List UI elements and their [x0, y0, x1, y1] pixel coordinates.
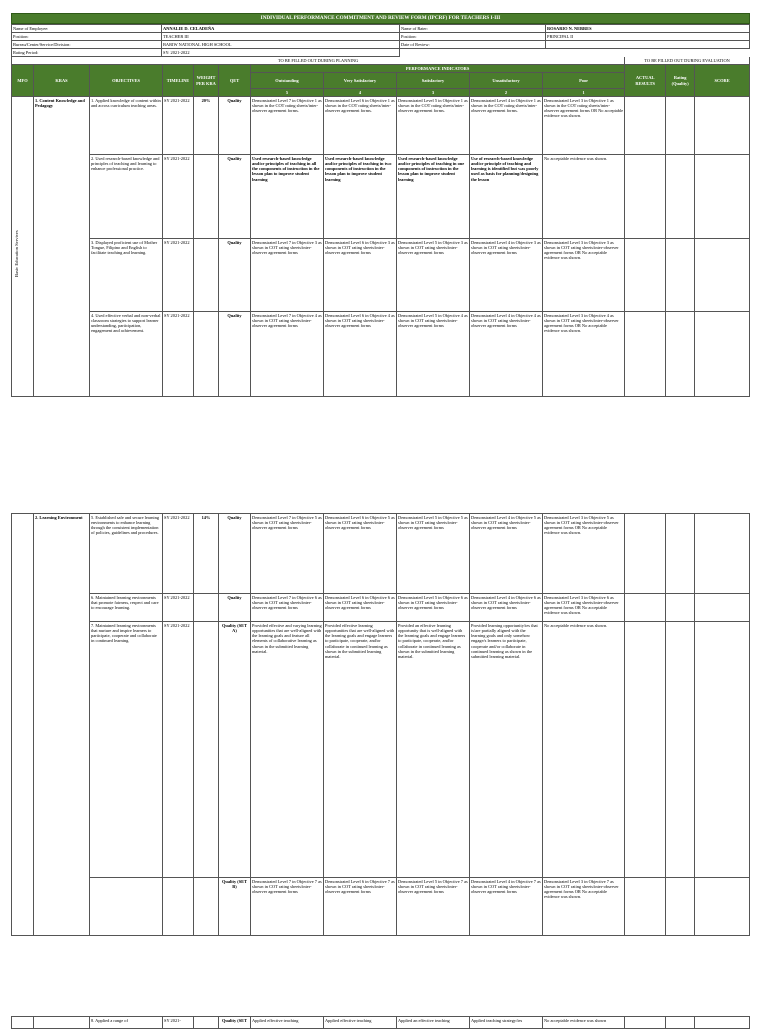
indicator-very-satisfactory: Applied effective teaching	[324, 1017, 397, 1029]
indicator-very-satisfactory: Demonstrated Level 6 in Objective 6 as shown in COT rating sheets/inter-observer agreement forms	[324, 594, 397, 622]
level-num-4: 4	[324, 89, 397, 97]
kra-table-continued	[11, 513, 750, 936]
objective: 2. Used research-based knowledge and principles of teaching and learning to enhance professional practice.	[90, 155, 163, 239]
form-title: INDIVIDUAL PERFORMANCE COMMITMENT AND REVIEW FORM (IPCRF) FOR TEACHERS I-III	[11, 13, 750, 24]
timeline: SY 2021-2022	[163, 312, 194, 397]
ipcrf-page-1	[11, 13, 750, 397]
table-row	[12, 239, 750, 312]
bureau-label: Bureau/Center/Service/Division:	[12, 41, 162, 49]
qet: Quality (SET B)	[219, 878, 251, 936]
indicator-outstanding: Demonstrated Level 7 in Objective 7 as shown in COT rating sheets/inter-observer agreement forms	[251, 878, 324, 936]
level-num-2: 2	[470, 89, 543, 97]
indicator-poor: Demonstrated Level 3 in Objective 5 as shown in COT rating sheets/inter-observer agreement forms OR No acceptable evidence was shown.	[543, 514, 625, 594]
indicator-outstanding: Used research-based knowledge and/or principles of teaching in all the components of instruction in the lesson plan to improve student learning	[251, 155, 324, 239]
level-outstanding: Outstanding	[251, 73, 324, 89]
score-input[interactable]	[695, 155, 750, 239]
level-num-5: 5	[251, 89, 324, 97]
ipcrf-page-2	[11, 513, 750, 936]
rating-period-label: Rating Period:	[12, 49, 162, 57]
timeline: SY 2021-2022	[163, 594, 194, 622]
mfo-cell	[12, 1017, 34, 1029]
header-qet: QET	[219, 65, 251, 97]
header-actual-results: ACTUAL RESULTS	[625, 65, 666, 97]
header-rating: Rating (Quality)	[666, 65, 695, 97]
rating-input[interactable]	[666, 594, 695, 622]
header-performance-indicators: PERFORMANCE INDICATORS	[251, 65, 625, 73]
qet: Quality (SET A)	[219, 622, 251, 878]
indicator-very-satisfactory: Demonstrated Level 6 in Objective 7 as shown in COT rating sheets/inter-observer agreement forms	[324, 878, 397, 936]
header-mfo: MFO	[12, 65, 34, 97]
indicator-poor: Demonstrated Level 3 in Objective 4 as shown in COT rating sheets/inter-observer agreement forms OR No acceptable evidence was shown.	[543, 312, 625, 397]
timeline: SY 2021-2022	[163, 622, 194, 878]
table-row	[12, 312, 750, 397]
position-label: Position:	[12, 33, 162, 41]
actual-results-input[interactable]	[625, 594, 666, 622]
kra-table	[11, 57, 750, 397]
qet: Quality	[219, 155, 251, 239]
ipcrf-page-3	[11, 1016, 750, 1029]
table-row	[12, 155, 750, 239]
timeline: SY 2021-	[163, 1017, 194, 1029]
indicator-outstanding: Applied effective teaching	[251, 1017, 324, 1029]
actual-results-input[interactable]	[625, 514, 666, 594]
actual-results-input[interactable]	[625, 239, 666, 312]
rater-value[interactable]: ROSARIO N. NEBRES	[546, 25, 750, 33]
score-input[interactable]	[695, 1017, 750, 1029]
header-kras: KRAS	[34, 65, 90, 97]
level-very-satisfactory: Very Satisfactory	[324, 73, 397, 89]
weight-empty	[194, 239, 219, 312]
indicator-very-satisfactory: Demonstrated Level 6 in Objective 4 as shown in COT rating sheets/inter-observer agreement forms	[324, 312, 397, 397]
timeline: SY 2021-2022	[163, 155, 194, 239]
actual-results-input[interactable]	[625, 312, 666, 397]
indicator-satisfactory: Applied an effective teaching	[397, 1017, 470, 1029]
rating-input[interactable]	[666, 239, 695, 312]
weight: 20%	[194, 97, 219, 155]
qet: Quality	[219, 312, 251, 397]
score-input[interactable]	[695, 622, 750, 878]
actual-results-input[interactable]	[625, 155, 666, 239]
indicator-unsatisfactory: Provided learning opportunity/ies that is/are partially aligned with the learning goals and only somehow engage/s learners to participate, cooperate and/or collaborate in continued learning as shown in the submitted learning material.	[470, 622, 543, 878]
objective: 1. Applied knowledge of content within and across curriculum teaching areas.	[90, 97, 163, 155]
score-input[interactable]	[695, 312, 750, 397]
indicator-satisfactory: Demonstrated Level 5 in Objective 3 as shown in COT rating sheets/inter-observer agreement forms	[397, 239, 470, 312]
level-num-1: 1	[543, 89, 625, 97]
actual-results-input[interactable]	[625, 1017, 666, 1029]
indicator-satisfactory: Provided an effective learning opportunity that is well-aligned with the learning goals and engage learners to participate, cooperate, and/or collaborate in continued learning as shown in the submitted learning material.	[397, 622, 470, 878]
objective: 8. Applied a range of	[90, 1017, 163, 1029]
employee-value[interactable]: ANNALIE D. CELADEÑA	[162, 25, 400, 33]
score-input[interactable]	[695, 239, 750, 312]
header-objectives: OBJECTIVES	[90, 65, 163, 97]
rating-input[interactable]	[666, 312, 695, 397]
indicator-poor: Demonstrated Level 3 in Objective 3 as shown in COT rating sheets/inter-observer agreement forms OR No acceptable evidence was shown.	[543, 239, 625, 312]
actual-results-input[interactable]	[625, 878, 666, 936]
timeline: SY 2021-2022	[163, 97, 194, 155]
indicator-very-satisfactory: Demonstrated Level 6 in Objective 3 as shown in COT rating sheets/inter-observer agreement forms	[324, 239, 397, 312]
objective	[90, 878, 163, 936]
position-value[interactable]: TEACHER III	[162, 33, 400, 41]
table-row	[12, 622, 750, 878]
objective: 3. Displayed proficient use of Mother Tongue, Filipino and English to facilitate teaching and learning.	[90, 239, 163, 312]
score-input[interactable]	[695, 878, 750, 936]
timeline: SY 2021-2022	[163, 239, 194, 312]
kra-name: 1. Content Knowledge and Pedagogy	[34, 97, 90, 397]
timeline	[163, 878, 194, 936]
rater-position-label: Position:	[400, 33, 546, 41]
indicator-satisfactory: Demonstrated Level 5 in Objective 5 as shown in COT rating sheets/inter-observer agreement forms	[397, 514, 470, 594]
table-row	[12, 878, 750, 936]
indicator-satisfactory: Demonstrated Level 5 in Objective 4 as shown in COT rating sheets/inter-observer agreement forms	[397, 312, 470, 397]
rating-input[interactable]	[666, 514, 695, 594]
header-timeline: TIMELINE	[163, 65, 194, 97]
qet: Quality (SET	[219, 1017, 251, 1029]
table-row	[12, 594, 750, 622]
indicator-poor: Demonstrated Level 3 in Objective 1 as shown in the COT rating sheets/inter-observer agreement forms OR No acceptable evidence was shown.	[543, 97, 625, 155]
employee-info-table	[11, 24, 750, 57]
kra-name: 2. Learning Environment	[34, 514, 90, 936]
indicator-poor: No acceptable evidence was shown.	[543, 155, 625, 239]
indicator-poor: Demonstrated Level 3 in Objective 7 as shown in COT rating sheets/inter-observer agreement forms OR No acceptable evidence was shown.	[543, 878, 625, 936]
kra-table-continued-2	[11, 1016, 750, 1029]
indicator-unsatisfactory: Demonstrated Level 4 in Objective 6 as shown in COT rating sheets/inter-observer agreement forms	[470, 594, 543, 622]
mfo-cell	[12, 97, 34, 397]
indicator-poor: Demonstrated Level 3 in Objective 6 as shown in COT rating sheets/inter-observer agreement forms OR No acceptable evidence was shown.	[543, 594, 625, 622]
rating-period-value[interactable]: SY: 2021-2022	[162, 49, 400, 57]
rater-position-value[interactable]: PRINCIPAL II	[546, 33, 750, 41]
review-date-label: Date of Review:	[400, 41, 546, 49]
score-input[interactable]	[695, 594, 750, 622]
qet: Quality	[219, 239, 251, 312]
level-satisfactory: Satisfactory	[397, 73, 470, 89]
indicator-satisfactory: Demonstrated Level 5 in Objective 6 as shown in COT rating sheets/inter-observer agreement forms	[397, 594, 470, 622]
mfo-cell	[12, 514, 34, 936]
table-row	[12, 1017, 750, 1029]
header-weight: WEIGHT PER KRA	[194, 65, 219, 97]
indicator-poor: No acceptable evidence was shown	[543, 1017, 625, 1029]
indicator-very-satisfactory: Demonstrated Level 6 in Objective 5 as shown in COT rating sheets/inter-observer agreement forms	[324, 514, 397, 594]
qet: Quality	[219, 514, 251, 594]
objective: 5. Established safe and secure learning environments to enhance learning through the consistent implementation of policies, guidelines and procedures.	[90, 514, 163, 594]
review-date-value[interactable]	[546, 41, 750, 49]
rater-label: Name of Rater:	[400, 25, 546, 33]
table-row	[12, 514, 750, 594]
mfo-label: Basic Education Services	[14, 230, 19, 277]
employee-label: Name of Employee:	[12, 25, 162, 33]
level-poor: Poor	[543, 73, 625, 89]
score-input[interactable]	[695, 514, 750, 594]
indicator-unsatisfactory: Demonstrated Level 4 in Objective 1 as shown in the COT rating sheets/inter-observer agreement forms.	[470, 97, 543, 155]
qet: Quality	[219, 97, 251, 155]
indicator-unsatisfactory: Demonstrated Level 4 in Objective 4 as shown in COT rating sheets/inter-observer agreement forms	[470, 312, 543, 397]
indicator-outstanding: Demonstrated Level 7 in Objective 1 as shown in the COT rating sheets/inter-observer agreement forms.	[251, 97, 324, 155]
indicator-very-satisfactory: Provided effective learning opportunities that are well-aligned with the learning goals and engage learners to participate, cooperate, and/or collaborate in continued learning as shown in the submitted learning material.	[324, 622, 397, 878]
actual-results-input[interactable]	[625, 622, 666, 878]
qet: Quality	[219, 594, 251, 622]
indicator-unsatisfactory: Use of research-based knowledge and/or principle of teaching and learning is identified but was poorly used as basis for planning/designing the lesson	[470, 155, 543, 239]
timeline: SY 2021-2022	[163, 514, 194, 594]
rating-input[interactable]	[666, 878, 695, 936]
rating-input[interactable]	[666, 97, 695, 155]
indicator-satisfactory: Used research-based knowledge and/or principles of teaching in one components of instruction in the lesson plan to improve student learning	[397, 155, 470, 239]
weight: 14%	[194, 514, 219, 594]
indicator-unsatisfactory: Demonstrated Level 4 in Objective 5 as shown in COT rating sheets/inter-observer agreement forms	[470, 514, 543, 594]
objective: 6. Maintained learning environments that promote fairness, respect and care to encourage learning.	[90, 594, 163, 622]
weight-empty	[194, 312, 219, 397]
indicator-outstanding: Provided effective and varying learning opportunities that are well-aligned with the learning goals and feature all elements of collaborative learning as shown in the submitted learning material.	[251, 622, 324, 878]
indicator-unsatisfactory: Applied teaching strategy/ies	[470, 1017, 543, 1029]
table-row	[12, 97, 750, 155]
weight-empty	[194, 155, 219, 239]
weight-empty	[194, 622, 219, 878]
indicator-very-satisfactory: Used research-based knowledge and/or principles of teaching in two components of instruction in the lesson plan to improve student learning	[324, 155, 397, 239]
score-input[interactable]	[695, 97, 750, 155]
indicator-outstanding: Demonstrated Level 7 in Objective 3 as shown in COT rating sheets/inter-observer agreement forms	[251, 239, 324, 312]
weight-empty	[194, 594, 219, 622]
level-unsatisfactory: Unsatisfactory	[470, 73, 543, 89]
indicator-satisfactory: Demonstrated Level 5 in Objective 7 as shown in COT rating sheets/inter-observer agreement forms	[397, 878, 470, 936]
indicator-unsatisfactory: Demonstrated Level 4 in Objective 3 as shown in COT rating sheets/inter-observer agreement forms	[470, 239, 543, 312]
indicator-unsatisfactory: Demonstrated Level 4 in Objective 7 as shown in COT rating sheets/inter-observer agreement forms	[470, 878, 543, 936]
weight-empty	[194, 1017, 219, 1029]
weight-empty	[194, 878, 219, 936]
indicator-poor: No acceptable evidence was shown.	[543, 622, 625, 878]
kra-empty	[34, 1017, 90, 1029]
indicator-outstanding: Demonstrated Level 7 in Objective 5 as shown in COT rating sheets/inter-observer agreement forms	[251, 514, 324, 594]
objective: 7. Maintained learning environments that nurture and inspire learners to participate, cooperate and collaborate in continued learning.	[90, 622, 163, 878]
evaluation-label: TO BE FILLED OUT DURING EVALUATION	[625, 57, 750, 65]
indicator-very-satisfactory: Demonstrated Level 6 in Objective 1 as shown in the COT rating sheets/inter-observer agreement forms.	[324, 97, 397, 155]
indicator-outstanding: Demonstrated Level 7 in Objective 4 as shown in COT rating sheets/inter-observer agreement forms	[251, 312, 324, 397]
indicator-satisfactory: Demonstrated Level 5 in Objective 1 as shown in the COT rating sheets/inter-observer agreement forms.	[397, 97, 470, 155]
planning-label: TO BE FILLED OUT DURING PLANNING	[12, 57, 625, 65]
rating-input[interactable]	[666, 1017, 695, 1029]
indicator-outstanding: Demonstrated Level 7 in Objective 6 as shown in COT rating sheets/inter-observer agreement forms	[251, 594, 324, 622]
rating-input[interactable]	[666, 622, 695, 878]
bureau-value[interactable]: BARIW NATIONAL HIGH SCHOOL	[162, 41, 400, 49]
level-num-3: 3	[397, 89, 470, 97]
header-score: SCORE	[695, 65, 750, 97]
objective: 4. Used effective verbal and non-verbal classroom strategies to support learner understanding, participation, engagement and achievement.	[90, 312, 163, 397]
actual-results-input[interactable]	[625, 97, 666, 155]
rating-input[interactable]	[666, 155, 695, 239]
